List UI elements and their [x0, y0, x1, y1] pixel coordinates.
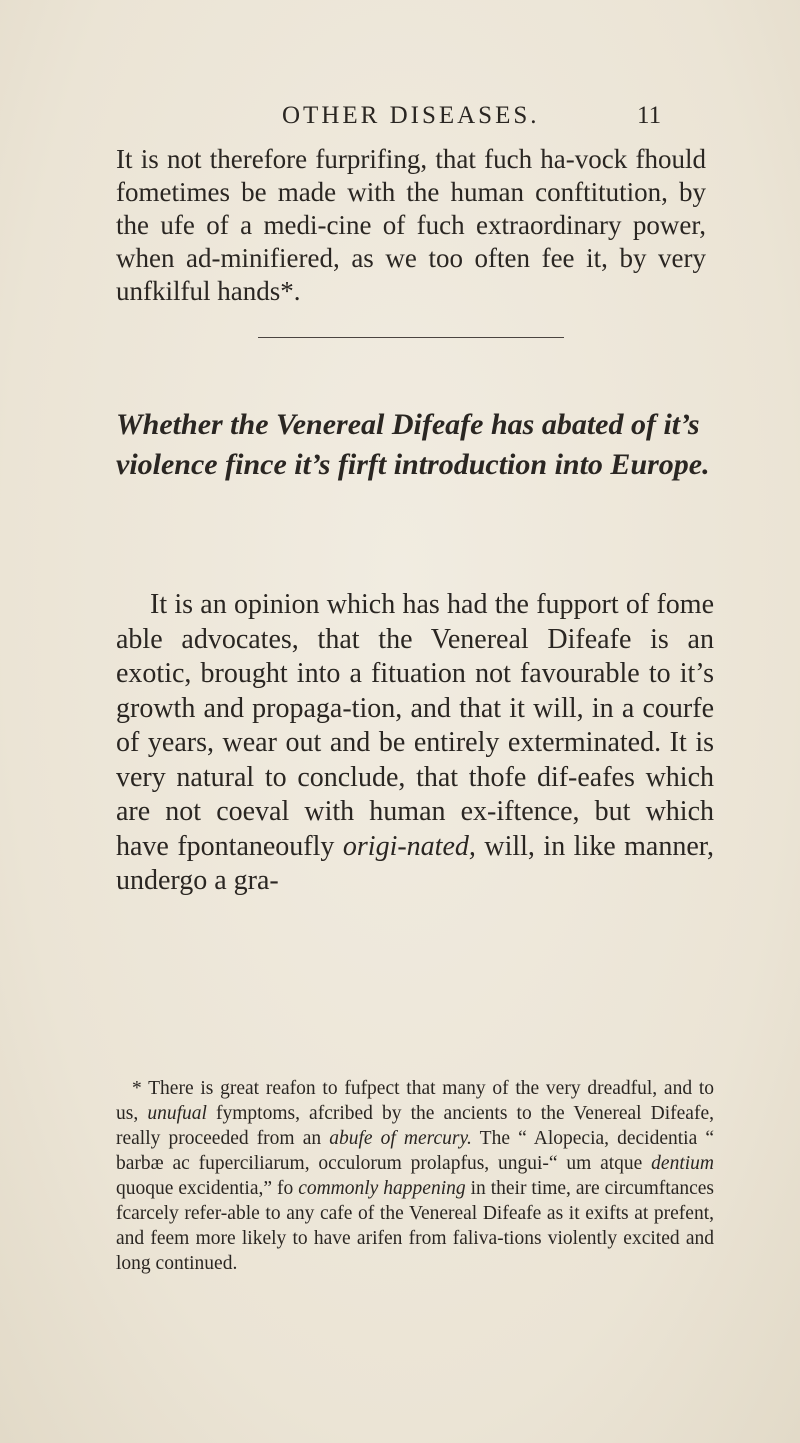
- section-divider: [258, 337, 564, 338]
- footnote-text-4: quoque excidentia,” fo: [116, 1178, 299, 1199]
- section-heading: Whether the Venereal Difeafe has abated of it’s violence fince it’s firft introduction into Europe.: [116, 408, 710, 481]
- footnote-text-2: fymptoms, afcribed by the ancients to the Venereal Difeafe, really proceeded from an: [116, 1103, 714, 1149]
- footnote-italic-4: commonly happening: [298, 1178, 466, 1199]
- main-paragraph-text-end: will, in like manner, undergo a gra-: [116, 830, 714, 896]
- footnote-italic-3: dentium: [651, 1153, 714, 1174]
- main-paragraph-text: It is an opinion which has had the fupport of fome able advocates, that the Venereal Difeafe is an exotic, brought into a fituation not favourable to it’s growth and propaga-tion, and that it will, in a courfe of years, wear out and be entirely exterminated. It is very natural to conclude, that thofe dif-eafes which are not coeval with human ex-iftence, but which have fpontaneoufly: [116, 589, 714, 862]
- top-paragraph: It is not therefore furprifing, that fuch ha-vock fhould fometimes be made with the human conftitution, by the ufe of a medi-cine of fuch extraordinary power, when ad-minifiered, as we too often fee it, by very unfkilful hands*.: [116, 144, 706, 306]
- footnote-text-1: * There is great reafon to fufpect that many of the very dreadful, and to us,: [116, 1078, 714, 1124]
- main-paragraph-italic: origi-nated,: [342, 830, 476, 862]
- running-head: [0, 96, 800, 136]
- footnote-italic-1: unufual: [147, 1103, 207, 1124]
- page-number: 11: [637, 102, 662, 129]
- running-title: OTHER DISEASES.: [282, 102, 540, 129]
- footnote-text-3: The “ Alopecia, decidentia “ barbæ ac fuperciliarum, occulorum prolapfus, ungui-“ um atque: [116, 1128, 714, 1174]
- main-paragraph: [116, 588, 714, 899]
- footnote-italic-2: abufe of mercury.: [329, 1128, 472, 1149]
- footnote: [116, 1076, 714, 1276]
- footnote-text-5: in their time, are circumftances fcarcely refer-able to any cafe of the Venereal Difeafe as it exifts at prefent, and feem more likely to have arifen from faliva-tions violently excited and long continued.: [116, 1178, 715, 1274]
